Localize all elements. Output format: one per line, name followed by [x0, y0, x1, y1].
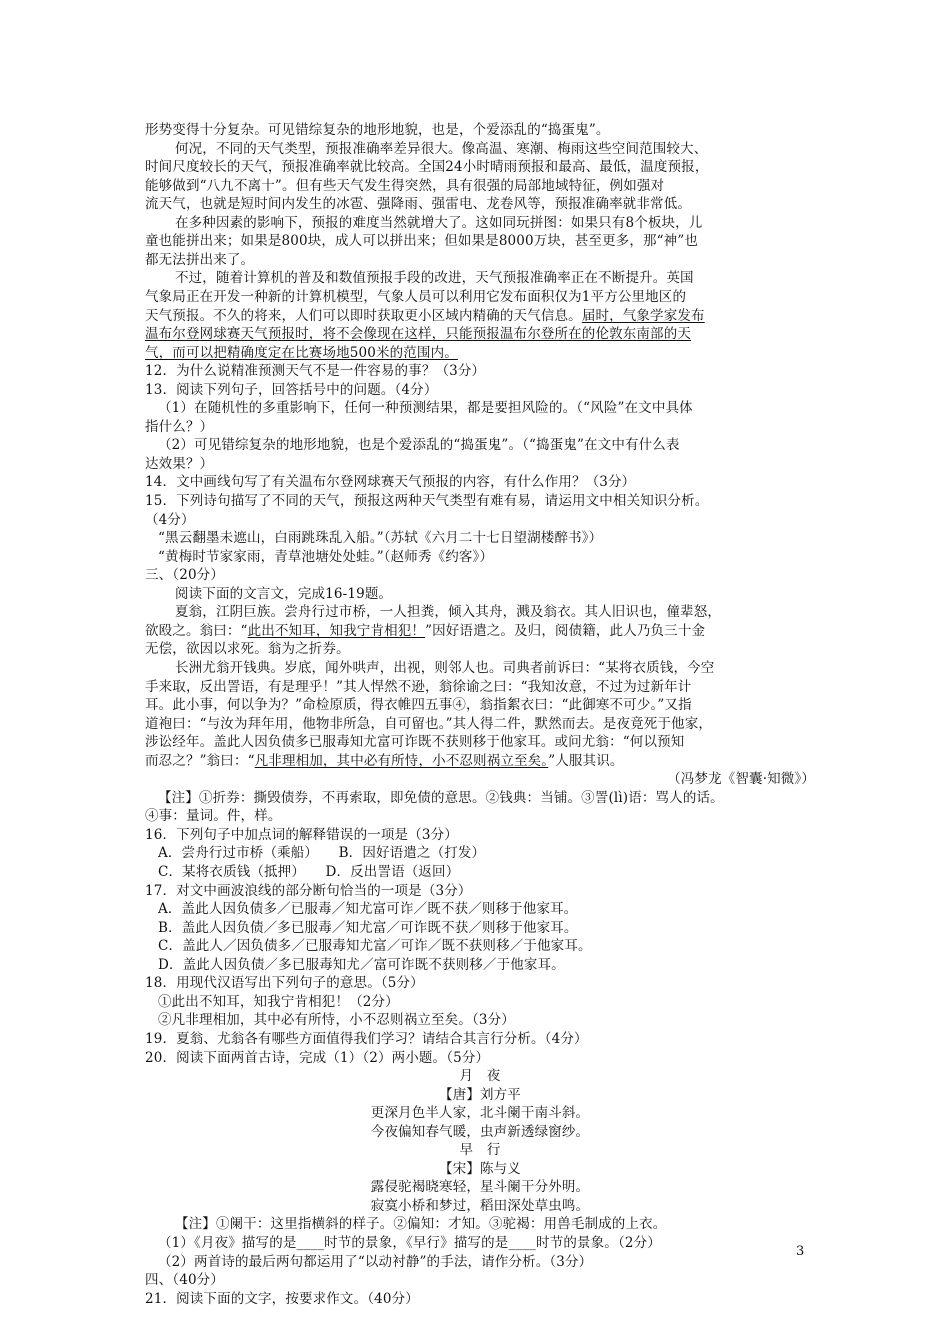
line-text: 在多种因素的影响下，预报的难度当然就增大了。这如同玩拼图：如果只有8个板块，儿: [175, 214, 703, 231]
line-text: 阅读下面的文言文，完成16-19题。: [175, 585, 393, 602]
line-text: A．尝舟行过市桥（乘船） B．因好语遣之（打发）: [158, 845, 486, 862]
underlined-text: 此出不知耳，知我宁肯相犯！: [247, 622, 426, 639]
text-line: [158, 919, 815, 937]
line-text: 耳。此小事，何以争为？”命检原质，得衣帷四五事④，翁指絮衣曰：“此御寒不可少。”又指: [145, 697, 692, 714]
text-line: [175, 1215, 815, 1233]
line-text: ②凡非理相加，其中必有所恃，小不忍则祸立至矣。（3分）: [158, 1012, 515, 1029]
text-line: [158, 956, 815, 974]
text-line: [145, 752, 815, 770]
line-text: 流天气，也就是短时间内发生的冰雹、强降雨、强雷电、龙卷风等，预报准确率就非常低。: [145, 196, 691, 213]
text-line: [145, 882, 815, 900]
text-line: [145, 325, 815, 343]
text-line: [175, 585, 815, 603]
text-line: [145, 1160, 815, 1178]
text-line: [145, 826, 815, 844]
line-text-tail: ”人服其识。: [548, 752, 624, 769]
line-text: “黄梅时节家家雨，青草池塘处处蛙。”（赵师秀《约客》）: [158, 548, 494, 565]
text-line: [145, 195, 815, 213]
line-text: 13．阅读下列句子，回答括号中的问题。（4分）: [145, 381, 438, 398]
text-line: [145, 381, 815, 399]
text-line: [175, 659, 815, 677]
line-text: 涉讼经年。盖此人因负债多已服毒知尤富可诈既不获则移于他家耳。或问尤翁：“何以预知: [145, 734, 685, 751]
line-text: 何况，不同的天气类型，预报准确率差异很大。像高温、寒潮、梅雨这些空间范围较大、: [175, 140, 708, 157]
line-text: 16．下列句子中加点词的解释错误的一项是（3分）: [145, 826, 458, 843]
text-line: [158, 1253, 815, 1271]
text-line: [158, 529, 815, 547]
line-text: 今夜偏知春气暖，虫声新透绿窗纱。: [370, 1123, 590, 1140]
line-text: 道袍曰：“与汝为拜年用，他物非所急，自可留也。”其人得二件，默然而去。是夜竟死于他家，: [145, 715, 713, 732]
text-line: [145, 1086, 815, 1104]
text-line: [145, 232, 815, 250]
line-text: 12．为什么说精准预测天气不是一件容易的事？（3分）: [145, 363, 486, 380]
line-text: 14．文中画线句写了有关温布尔登网球赛天气预报的内容，有什么作用？（3分）: [145, 474, 636, 491]
line-text: 气象局正在开发一种新的计算机模型，气象人员可以利用它发布面积仅为1平方公里地区的: [145, 288, 687, 305]
text-line: [145, 974, 815, 992]
line-text: 21．阅读下面的文字，按要求作文。（40分）: [145, 1290, 419, 1307]
text-line: [158, 436, 815, 454]
text-line: [145, 1123, 815, 1141]
text-line: [145, 733, 815, 751]
text-line: [145, 288, 815, 306]
text-line: [145, 177, 815, 195]
line-text: 指什么？）: [145, 418, 214, 435]
line-text: 欲殴之。翁曰：“: [145, 622, 248, 639]
text-line: [145, 1197, 815, 1215]
line-text: （1）《月夜》描写的是____时节的景象，《早行》描写的是____时节的景象。（2分）: [158, 1235, 661, 1251]
text-line: [145, 1178, 815, 1196]
text-line: [145, 492, 815, 510]
line-text: A．盖此人因负债多／已服毒／知尤富可诈／既不获／则移于他家耳。: [158, 901, 578, 918]
text-line: [145, 1271, 815, 1289]
line-text: C．盖此人／因负债多／已服毒知尤富／可诈／既不获则移／于他家耳。: [158, 938, 592, 955]
text-line: [145, 251, 815, 269]
line-text: 【唐】刘方平: [439, 1086, 521, 1103]
line-text: 长洲尤翁开钱典。岁底，闻外哄声，出视，则邻人也。司典者前诉曰：“某将衣质钱，今空: [175, 659, 715, 676]
text-line: [145, 344, 815, 362]
text-line: [158, 937, 815, 955]
text-line: [158, 399, 815, 417]
line-text: C．某将衣质钱（抵押） D．反出詈语（返回）: [158, 864, 460, 880]
line-text: 达效果？）: [145, 455, 214, 472]
line-text: D．盖此人因负债／多已服毒知尤／富可诈既不获则移／于他家耳。: [158, 956, 565, 973]
line-text: 能够做到“八九不离十”。但有些天气发生得突然，具有很强的局部地域特征，例如强对: [145, 177, 665, 194]
text-line: [145, 473, 815, 491]
line-text: 【宋】陈与义: [439, 1160, 521, 1177]
line-text: 月 夜: [459, 1068, 501, 1085]
line-text: 18．用现代汉语写出下列句子的意思。（5分）: [145, 975, 424, 992]
line-text: 天气预报。不久的将来，人们可以即时获取更小区域内精确的天气信息。: [145, 307, 582, 324]
text-line: [158, 548, 815, 566]
text-line: [145, 715, 815, 733]
line-text: 19．夏翁、尤翁各有哪些方面值得我们学习？请结合其言行分析。（4分）: [145, 1030, 588, 1047]
line-text: 四、（40分）: [145, 1272, 224, 1289]
line-text: 形势变得十分复杂。可见错综复杂的地形地貌，也是，个爱添乱的“捣蛋鬼”。: [145, 122, 610, 138]
text-line: [145, 1141, 815, 1159]
text-line: [145, 121, 815, 139]
text-line: [145, 622, 815, 640]
line-text: 童也能拼出来；如果是800块，成人可以拼出来；但如果是8000万块，甚至更多，那“神”也: [145, 233, 699, 250]
text-line: [145, 640, 815, 658]
line-text: 【注】①阑干：这里指横斜的样子。②偏知：才知。③驼褐：用兽毛制成的上衣。: [175, 1216, 667, 1233]
text-line: [158, 993, 815, 1011]
text-line: [175, 269, 815, 287]
line-text: 无偿，欲因以求死。翁为之折券。: [145, 641, 350, 658]
line-text: 都无法拼出来了。: [145, 251, 255, 268]
text-line: [145, 566, 815, 584]
line-text: （4分）: [145, 511, 195, 528]
line-text: 而忍之？”翁曰：“: [145, 752, 255, 769]
text-line: [145, 511, 815, 529]
line-text: 【注】①折券：撕毁债券，不再索取，即免债的意思。②钱典：当铺。③詈(lì)语：骂人的话。: [158, 789, 724, 806]
underlined-text: 届时，气象学家发布: [581, 307, 705, 324]
text-line: [158, 1011, 815, 1029]
text-line: [145, 418, 815, 436]
text-line: [175, 140, 815, 158]
line-text: “黑云翻墨未遮山，白雨跳珠乱入船。”（苏轼《六月二十七日望湖楼醉书》）: [158, 530, 603, 547]
line-text: 20．阅读下面两首古诗，完成（1）（2）两小题。（5分）: [145, 1049, 490, 1066]
text-line: [158, 1234, 815, 1252]
text-line: [145, 1030, 815, 1048]
text-line: [158, 900, 815, 918]
line-text: 不过，随着计算机的普及和数值预报手段的改进，天气预报准确率正在不断提升。英国: [175, 270, 694, 287]
text-line: [175, 603, 815, 621]
text-line: [145, 807, 815, 825]
line-text: 寂寞小桥和梦过，稻田深处草虫鸣。: [370, 1197, 590, 1214]
text-line: [145, 362, 815, 380]
text-line: [158, 863, 815, 881]
line-text: （2）可见错综复杂的地形地貌，也是个爱添乱的“捣蛋鬼”。（“捣蛋鬼”在文中有什么表: [158, 437, 680, 454]
line-text: （1）在随机性的多重影响下，任何一种预测结果，都是要担风险的。（“风险”在文中具体: [158, 400, 693, 417]
text-line: [145, 696, 815, 714]
text-line: [175, 214, 815, 232]
line-text: 夏翁，江阴巨族。尝舟行过市桥，一人担粪，倾入其舟，溅及翁衣。其人旧识也，僮辈怒，: [175, 604, 721, 621]
line-text: 时间尺度较长的天气，预报准确率就比较高。全国24小时晴雨预报和最高、最低，温度预报，: [145, 159, 709, 176]
line-text: B．盖此人因负债／多已服毒／知尤富／可诈既不获／则移于他家耳。: [158, 919, 578, 936]
line-text-tail: ”因好语遣之。及归，阅债籍，此人乃负三十金: [425, 622, 706, 639]
text-line: [145, 1067, 815, 1085]
line-text: 更深月色半人家，北斗阑干南斗斜。: [370, 1105, 590, 1122]
text-line: [145, 1290, 815, 1308]
underlined-text: 温布尔登网球赛天气预报时，将不会像现在这样，只能预报温布尔登所在的伦敦东南部的天: [145, 326, 691, 343]
line-text: 三、（20分）: [145, 567, 224, 584]
line-text: （冯梦龙《智囊·知微》）: [667, 771, 815, 788]
text-line: [145, 158, 815, 176]
line-text: 17．对文中画波浪线的部分断句恰当的一项是（3分）: [145, 882, 472, 899]
text-line: [145, 1104, 815, 1122]
line-text: ①此出不知耳，知我宁肯相犯！（2分）: [158, 993, 399, 1010]
text-line: [145, 1049, 815, 1067]
text-line: [158, 789, 815, 807]
line-text: 露侵驼褐晓寒轻，星斗阑干分外明。: [370, 1179, 590, 1196]
line-text: 早 行: [459, 1142, 501, 1159]
text-line: [145, 307, 815, 325]
line-text: 手来取，反出詈语，有是理乎！”其人悍然不逊，翁徐谕之曰：“我知汝意，不过为过新年计: [145, 678, 692, 695]
line-text: 15．下列诗句描写了不同的天气，预报这两种天气类型有难有易，请运用文中相关知识分析。: [145, 493, 709, 509]
line-text: ④事：量词。件，样。: [145, 808, 282, 825]
underlined-text: 气，而可以把精确度定在比赛场地500米的范围内。: [145, 344, 458, 361]
underlined-text: 凡非理相加，其中必有所恃，小不忍则祸立至矣。: [254, 752, 549, 769]
line-text: （2）两首诗的最后两句都运用了“以动衬静”的手法，请作分析。（3分）: [158, 1253, 593, 1270]
text-line: [158, 844, 815, 862]
text-line: [145, 455, 815, 473]
page-number: 3: [796, 1244, 805, 1259]
text-line: [145, 770, 815, 788]
text-line: [145, 678, 815, 696]
